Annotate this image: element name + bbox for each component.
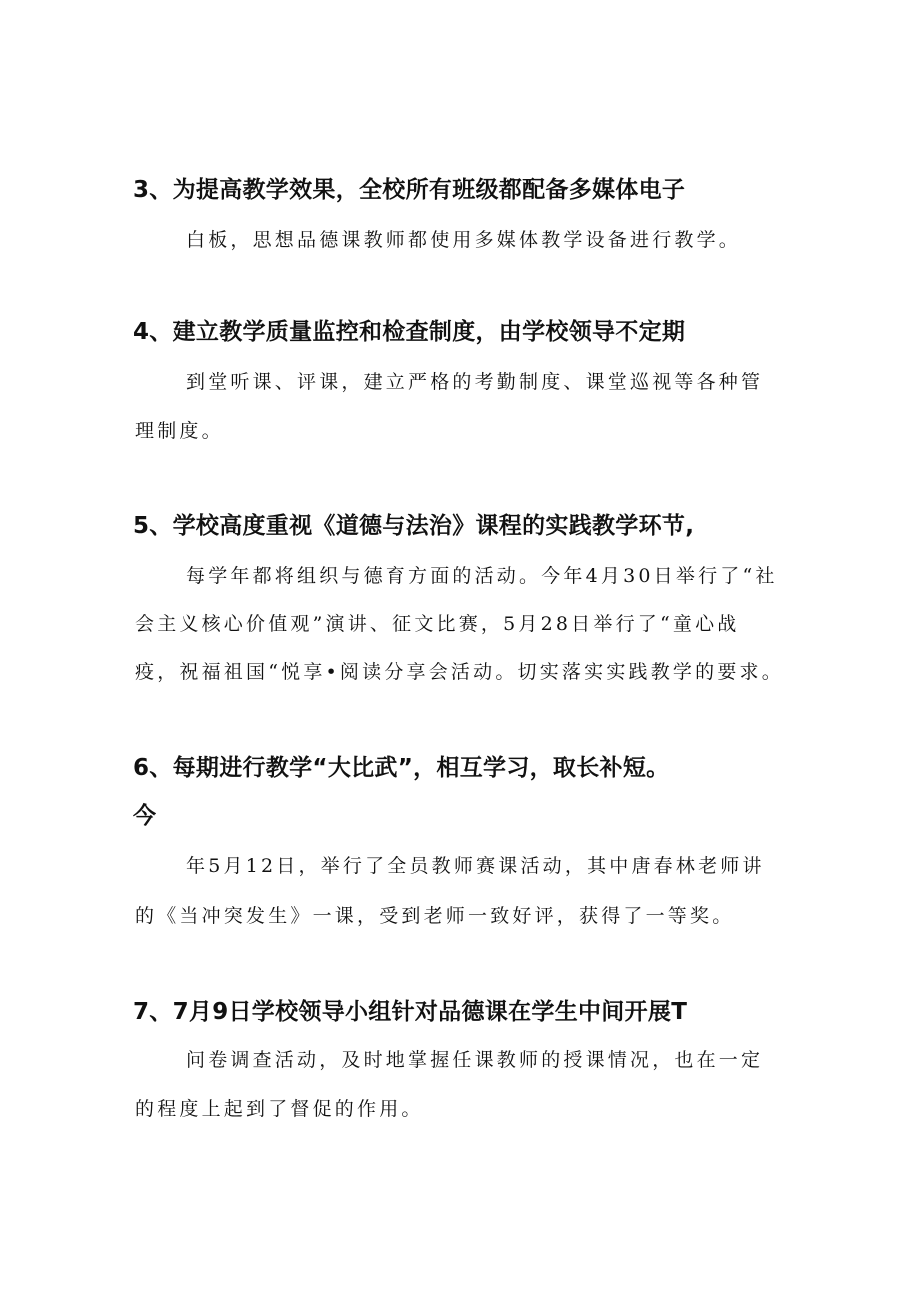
section-4-line-1: 到堂听课、评课，建立严格的考勤制度、课堂巡视等各种管 bbox=[186, 371, 764, 393]
section-6-heading-continuation: 今 bbox=[133, 803, 157, 829]
section-6-line-2: 的《当冲突发生》一课，受到老师一致好评，获得了一等奖。 bbox=[135, 905, 735, 927]
section-4-heading: 4、建立教学质量监控和检查制度，由学校领导不定期 bbox=[133, 319, 686, 345]
section-5-line-3: 疫，祝福祖国“悦享•阅读分享会活动。切实落实实践教学的要求。 bbox=[135, 661, 784, 683]
section-5-line-1: 每学年都将组织与德育方面的活动。今年4月30日举行了“社 bbox=[186, 565, 778, 587]
section-7-line-2: 的程度上起到了督促的作用。 bbox=[135, 1098, 424, 1120]
section-5-line-2: 会主义核心价值观”演讲、征文比赛，5月28日举行了“童心战 bbox=[135, 613, 740, 635]
section-6-heading: 6、每期进行教学“大比武”，相互学习，取长补短。 bbox=[133, 755, 670, 781]
section-7-line-1: 问卷调查活动，及时地掌握任课教师的授课情况，也在一定 bbox=[186, 1049, 764, 1071]
section-7-heading: 7、7月9日学校领导小组针对品德课在学生中间开展T bbox=[133, 999, 688, 1025]
section-3-heading: 3、为提高教学效果，全校所有班级都配备多媒体电子 bbox=[133, 177, 686, 203]
section-3-line-1: 白板，思想品德课教师都使用多媒体教学设备进行教学。 bbox=[186, 229, 742, 251]
section-4-line-2: 理制度。 bbox=[135, 420, 224, 442]
section-6-line-1: 年5月12日，举行了全员教师赛课活动，其中唐春林老师讲 bbox=[186, 855, 765, 877]
section-5-heading: 5、学校高度重视《道德与法治》课程的实践教学环节, bbox=[133, 513, 695, 539]
